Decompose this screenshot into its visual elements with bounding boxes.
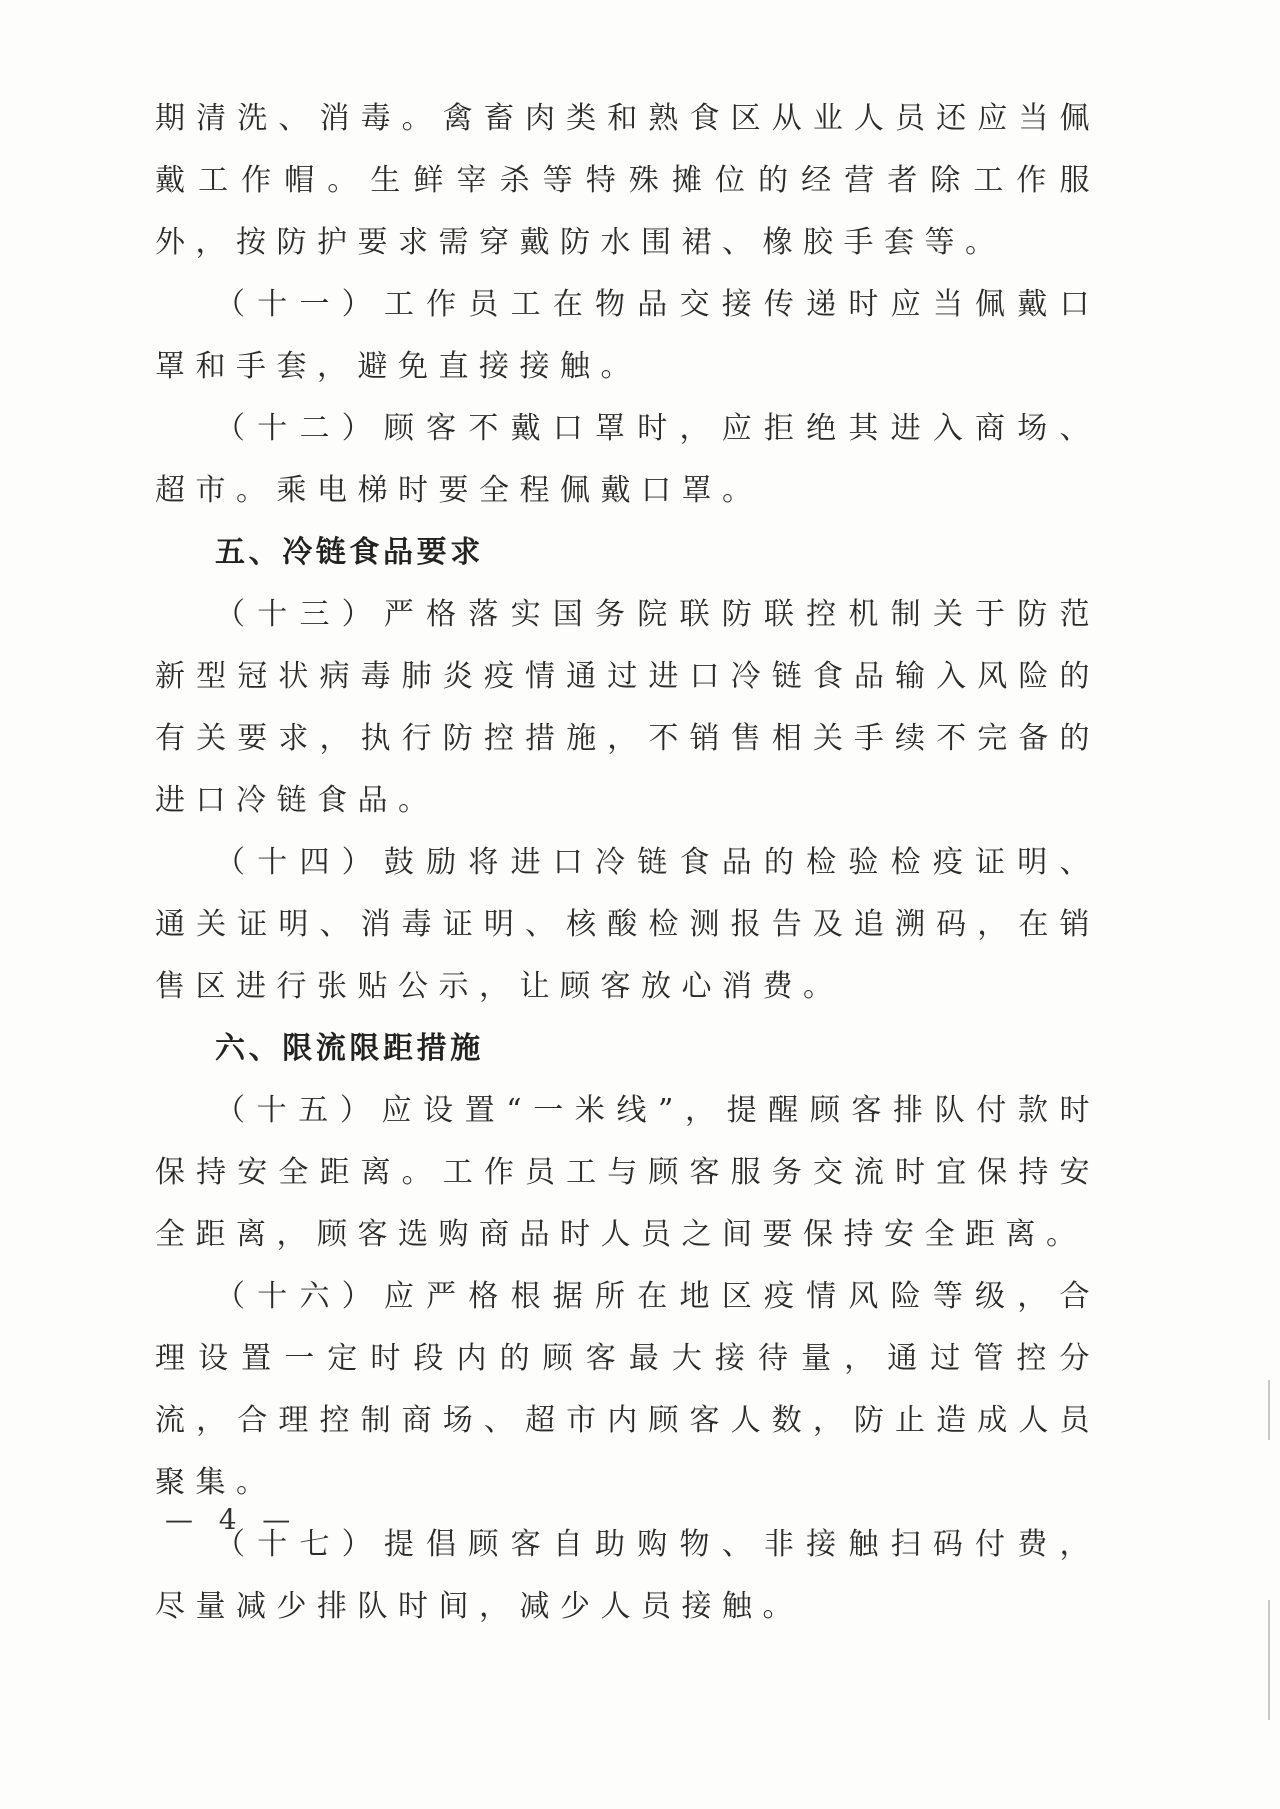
paragraph-item-15: （十五）应设置“一米线”，提醒顾客排队付款时保持安全距离。工作员工与顾客服务交流时宜保持安全距离，顾客选购商品时人员之间要保持安全距离。 (155, 1093, 1100, 1252)
paragraph-continued: 期清洗、消毒。禽畜肉类和熟食区从业人员还应当佩戴工作帽。生鲜宰杀等特殊摊位的经营者除工作服外，按防护要求需穿戴防水围裙、橡胶手套等。 (155, 101, 1100, 260)
paragraph-item-17: （十七）提倡顾客自助购物、非接触扫码付费，尽量减少排队时间，减少人员接触。 (155, 1527, 1100, 1624)
scan-artifact-line (1268, 1600, 1270, 1720)
paragraph-item-16: （十六）应严格根据所在地区疫情风险等级，合理设置一定时段内的顾客最大接待量，通过管控分流，合理控制商场、超市内顾客人数，防止造成人员聚集。 (155, 1279, 1100, 1500)
paragraph-item-11: （十一）工作员工在物品交接传递时应当佩戴口罩和手套，避免直接接触。 (155, 287, 1100, 384)
paragraph-item-13: （十三）严格落实国务院联防联控机制关于防范新型冠状病毒肺炎疫情通过进口冷链食品输入风险的有关要求，执行防控措施，不销售相关手续不完备的进口冷链食品。 (155, 597, 1100, 818)
document-body (155, 88, 1100, 1638)
page-number: — 4 — (165, 1503, 299, 1536)
paragraph-item-12: （十二）顾客不戴口罩时，应拒绝其进入商场、超市。乘电梯时要全程佩戴口罩。 (155, 411, 1100, 508)
scan-artifact-line (1268, 1380, 1270, 1440)
paragraph-item-14: （十四）鼓励将进口冷链食品的检验检疫证明、通关证明、消毒证明、核酸检测报告及追溯码，在销售区进行张贴公示，让顾客放心消费。 (155, 845, 1100, 1004)
section-heading-5: 五、冷链食品要求 (215, 535, 484, 570)
section-heading-6: 六、限流限距措施 (215, 1031, 484, 1066)
